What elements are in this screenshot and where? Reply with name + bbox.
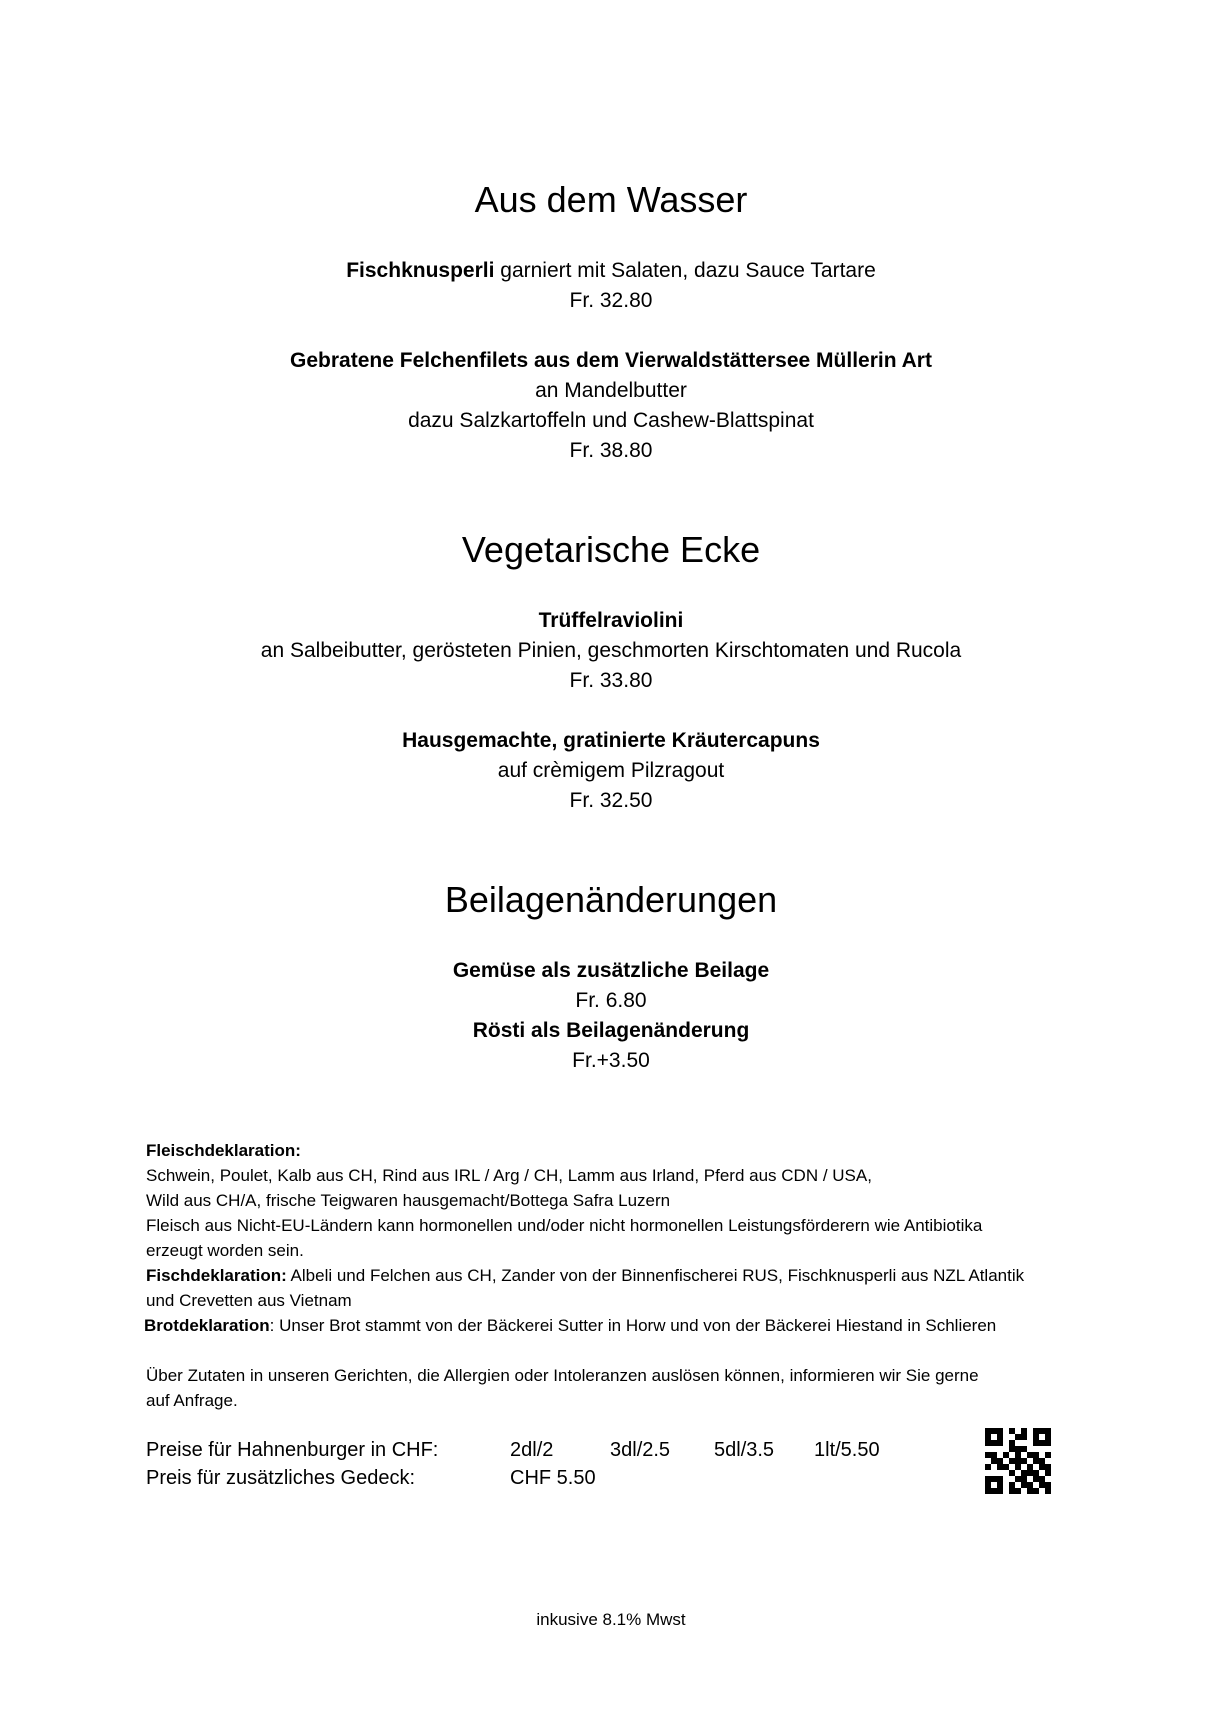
dish-price: Fr. 38.80 (569, 439, 653, 462)
section-title-veg: Vegetarische Ecke (461, 529, 761, 570)
fish-declaration-text: Albeli und Felchen aus CH, Zander von der Binnenfischerei RUS, Fischknusperli aus NZL Atlantik (286, 1266, 1025, 1285)
price-value: 2dl/2 (510, 1439, 554, 1461)
dish-price: Fr. 32.80 (569, 289, 653, 312)
bread-declaration-label: Brotdeklaration (144, 1316, 270, 1335)
price-row-water (146, 1436, 906, 1464)
side-name: Gemüse als zusätzliche Beilage (452, 959, 770, 982)
dish-price: Fr. 32.50 (569, 789, 653, 812)
dish-description: an Salbeibutter, gerösteten Pinien, geschmorten Kirschtomaten und Rucola (260, 639, 962, 662)
bread-declaration (144, 1313, 1106, 1338)
dish-price: Fr. 33.80 (569, 669, 653, 692)
bread-declaration-text: : Unser Brot stammt von der Bäckerei Sutter in Horw und von der Bäckerei Hiestand in Schlieren (269, 1316, 997, 1335)
dish-name: Trüffelraviolini (538, 609, 684, 632)
section-title-sides: Beilagenänderungen (444, 879, 778, 920)
price-label: Preis für zusätzliches Gedeck: (146, 1467, 415, 1489)
fish-declaration (146, 1263, 1106, 1288)
side-price: Fr. 6.80 (575, 989, 647, 1012)
price-value: 5dl/3.5 (714, 1439, 775, 1461)
fish-declaration-text: und Crevetten aus Vietnam (146, 1291, 352, 1310)
qr-code-icon[interactable] (985, 1428, 1051, 1494)
dish-name: Hausgemachte, gratinierte Kräutercapuns (402, 729, 820, 752)
price-value: CHF 5.50 (510, 1467, 596, 1489)
vat-note: inkusive 8.1% Mwst (536, 1610, 686, 1629)
dish-description: dazu Salzkartoffeln und Cashew-Blattspinat (408, 409, 814, 432)
declarations-block (146, 1138, 1106, 1413)
allergy-notice: Über Zutaten in unseren Gerichten, die Allergien oder Intoleranzen auslösen können, informieren wir Sie gerne (146, 1366, 979, 1385)
dish-description: auf crèmigem Pilzragout (497, 759, 725, 782)
meat-declaration-text: Wild aus CH/A, frische Teigwaren hausgemacht/Bottega Safra Luzern (146, 1191, 671, 1210)
price-row-cover (146, 1464, 906, 1492)
section-title-water: Aus dem Wasser (474, 179, 748, 220)
meat-declaration-text: erzeugt worden sein. (146, 1241, 304, 1260)
meat-declaration-text: Fleisch aus Nicht-EU-Ländern kann hormonellen und/oder nicht hormonellen Leistungsförderern wie Antibiotika (146, 1216, 983, 1235)
meat-declaration-text: Schwein, Poulet, Kalb aus CH, Rind aus IRL / Arg / CH, Lamm aus Irland, Pferd aus CDN / USA, (146, 1166, 872, 1185)
dish-fischknusperli (0, 256, 1222, 286)
dish-description: an Mandelbutter (535, 379, 687, 402)
allergy-notice: auf Anfrage. (146, 1391, 238, 1410)
dish-name: Fischknusperli (346, 259, 495, 282)
dish-name: Gebratene Felchenfilets aus dem Vierwaldstättersee Müllerin Art (290, 349, 932, 372)
fish-declaration-label: Fischdeklaration: (146, 1266, 287, 1285)
meat-declaration-label: Fleischdeklaration: (146, 1141, 301, 1160)
dish-description: garniert mit Salaten, dazu Sauce Tartare (494, 259, 876, 282)
price-label: Preise für Hahnenburger in CHF: (146, 1439, 439, 1461)
price-value: 3dl/2.5 (610, 1439, 671, 1461)
price-value: 1lt/5.50 (814, 1439, 880, 1461)
side-name: Rösti als Beilagenänderung (472, 1019, 750, 1042)
side-price: Fr.+3.50 (572, 1049, 650, 1072)
